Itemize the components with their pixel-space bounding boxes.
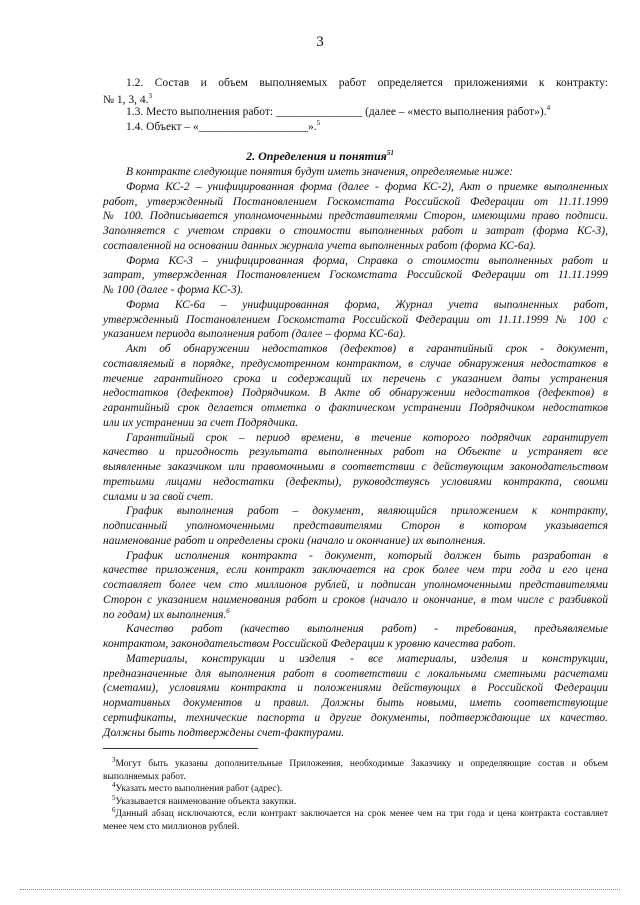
- line-text: В контракте следующие понятия будут иметь значения, определяемые ниже:: [126, 166, 514, 178]
- line-text: № 100 (далее - форма КС-3).: [103, 284, 244, 296]
- line-text: гарантийный срок делается отметка о фактическом устранении Подрядчиком недостатков: [103, 402, 608, 414]
- text-line: [103, 476, 608, 489]
- line-text: недостатков (дефектов) Подрядчиком. В Акте об обнаружении недостатков (дефектов) в: [103, 387, 608, 400]
- text-line: [103, 821, 608, 833]
- text-line: [103, 579, 608, 592]
- line-text: менее чем сто миллионов рублей.: [103, 821, 240, 832]
- text-line: [103, 535, 608, 548]
- line-text: силами и за свой счет.: [103, 490, 214, 503]
- line-text: подписанный уполномоченными представителями Сторон в котором указывается: [103, 520, 608, 532]
- line-text: выполняемых работ.: [103, 771, 186, 782]
- line-text: течение гарантийного срока и содержащий их перечень с указанием даты устранения: [103, 372, 608, 385]
- text-line: [103, 446, 608, 459]
- line-text: Материалы, конструкции и изделия - все материалы, изделия и конструкции,: [126, 652, 608, 665]
- text-line: [126, 77, 608, 90]
- line-text: Форма КС-2 – унифицированная форма (далее - форма КС-2), Акт о приемке выполненных: [126, 180, 608, 193]
- line-text: Качество работ (качество выполнения работ) - требования, предъявляемые: [126, 623, 608, 636]
- line-text: Указывается наименование объекта закупки.: [115, 796, 297, 807]
- line-text: Должны быть подтверждены счет-фактурами.: [103, 726, 345, 739]
- text-line: [103, 196, 608, 209]
- line-text: или их устранении за счет Подрядчика.: [103, 416, 299, 429]
- text-line: [103, 712, 608, 725]
- line-text: Данный абзац исключаются, если контракт заключается на срок менее чем на три года и цена контракта составляет: [115, 809, 608, 819]
- text-line: [126, 550, 608, 563]
- text-line: [103, 314, 608, 327]
- text-line: [103, 727, 608, 740]
- text-line: [103, 417, 608, 430]
- footnote-ref: 4: [546, 104, 551, 113]
- text-line: [103, 771, 608, 783]
- line-text: № 1, 3, 4.: [103, 94, 149, 106]
- text-line: [112, 780, 608, 795]
- text-line: [112, 793, 608, 808]
- text-line: [103, 284, 608, 297]
- footnote-separator: [103, 748, 258, 749]
- text-line: [103, 387, 608, 400]
- text-line: [126, 181, 608, 194]
- text-line: [126, 299, 608, 312]
- line-text: третьими лицами недостатки (дефекты), руководствуясь условиями контракта, своими: [103, 475, 608, 488]
- text-line: [103, 697, 608, 710]
- line-text: График исполнения контракта - документ, который должен быть разработан в: [126, 549, 608, 562]
- line-text: составленной на основании данных журнала учета выполненных работ (форма КС-6а).: [103, 239, 537, 252]
- text-line: [126, 505, 608, 518]
- text-line: [112, 805, 608, 820]
- line-text: наименование работ и определены сроки (начало и окончание) их выполнения.: [103, 534, 486, 547]
- text-line: [103, 210, 608, 223]
- text-line: [126, 623, 608, 636]
- text-line: [126, 166, 608, 179]
- footnote-ref: 3: [112, 755, 116, 764]
- text-line: [103, 461, 608, 474]
- text-line: [103, 491, 608, 504]
- line-text: составляемый в порядке, предусмотренном контрактом, в случае обнаружения недостатков в: [103, 357, 608, 370]
- footnote-ref: 6: [226, 606, 230, 615]
- line-text: Форма КС-3 – унифицированная форма, Справка о стоимости выполненных работ и: [126, 254, 608, 267]
- text-line: [103, 240, 608, 253]
- line-text: Акт об обнаружении недостатков (дефектов) в гарантийный срок - документ,: [126, 343, 608, 355]
- text-line: [103, 638, 608, 651]
- page-bottom-edge: [20, 889, 620, 890]
- line-text: по годам) их выполнения.: [103, 608, 227, 621]
- line-text: Указать место выполнения работ (адрес).: [115, 784, 283, 794]
- line-text: Гарантийный срок – период времени, в течение которого подрядчик гарантирует: [126, 431, 608, 444]
- text-line: [103, 358, 608, 371]
- text-line: [103, 606, 608, 622]
- line-text: утвержденный Постановлением Госкомстата Российской Федерации от 11.11.1999 № 100 с: [103, 313, 608, 326]
- line-text: нормативных документов и правил. Должны быть новыми, иметь соответствующие: [103, 697, 608, 709]
- line-text: Форма КС-6а – унифицированная форма, Журнал учета выполненных работ,: [126, 298, 608, 311]
- text-line: [103, 328, 608, 341]
- text-line: [112, 755, 608, 770]
- text-line: [126, 432, 608, 445]
- footnote-ref: 5: [112, 793, 116, 802]
- line-text: работ, утвержденный Постановлением Госкомстата Российской Федерации от 11.11.1999: [103, 195, 608, 208]
- line-text: График выполнения работ – документ, являющийся приложением к контракту,: [126, 505, 608, 518]
- text-line: [126, 121, 608, 134]
- footnote-ref: 5: [316, 119, 321, 128]
- text-line: [103, 225, 608, 238]
- line-text: 1.2. Состав и объем выполняемых работ определяется приложениями к контракту:: [126, 77, 608, 89]
- line-text: затрат, утвержденная Постановлением Госкомстата Российской Федерации от 11.11.1999: [103, 269, 608, 282]
- text-line: [103, 402, 608, 415]
- text-line: [126, 653, 608, 666]
- footnote-ref: 6: [112, 805, 116, 814]
- line-text: сертификаты, технические паспорта и другие документы, подтверждающие их качество.: [103, 711, 608, 724]
- text-line: [103, 594, 608, 607]
- line-text: 1.3. Место выполнения работ: _______________ (далее – «место выполнения работ»).: [126, 106, 547, 118]
- page-number: 3: [316, 34, 324, 50]
- line-text: Могут быть указаны дополнительные Приложения, необходимые Заказчику и определяющие состав и объем: [115, 759, 608, 769]
- text-line: [103, 373, 608, 386]
- line-text: предназначенные для выполнения работ в соответствии с локальными сметными расчетами: [103, 667, 608, 680]
- line-text: выявленные заказчиком или правомочными в соответствии с действующим законодательством: [103, 461, 608, 473]
- text-line: [126, 106, 608, 119]
- text-line: [126, 255, 608, 268]
- text-line: [126, 343, 608, 356]
- line-text: указанием периода выполнения работ (далее – форма КС-6а).: [103, 328, 406, 341]
- line-text: составляет более чем сто миллионов рублей, и подписан уполномоченными представителями: [103, 579, 608, 591]
- line-text: Сторон с указанием наименования работ и сроков (начало и окончание, в том числе с разбивкой: [103, 593, 608, 606]
- line-text: № 100. Подписывается уполномоченными представителями Сторон, имеющими право подписи.: [103, 210, 608, 223]
- footnote-ref: 4: [112, 780, 116, 789]
- line-text: качестве приложения, если контракт заключается на срок более чем три года и его цена: [103, 564, 608, 577]
- text-line: [103, 564, 608, 577]
- section-heading-text: 2. Определения и понятия: [246, 149, 387, 163]
- text-line: [103, 269, 608, 282]
- text-line: [103, 520, 608, 533]
- footnote-ref: 3: [148, 92, 152, 101]
- section-heading: [0, 149, 640, 164]
- text-line: [103, 682, 608, 695]
- line-text: Заполняется с учетом справки о стоимости выполненных работ и затрат (форма КС-3),: [103, 225, 608, 237]
- text-line: [103, 668, 608, 681]
- line-text: 1.4. Объект – «___________________».: [126, 121, 317, 133]
- line-text: контрактом, законодательством Российской Федерации к уровню качества работ.: [103, 638, 516, 650]
- line-text: качество и пригодность результата выполненных работ на Объекте и устраняет все: [103, 446, 608, 459]
- footnote-ref: 51: [386, 149, 394, 157]
- line-text: (сметами), условиями контракта и положениями действующих в Российской Федерации: [103, 682, 608, 695]
